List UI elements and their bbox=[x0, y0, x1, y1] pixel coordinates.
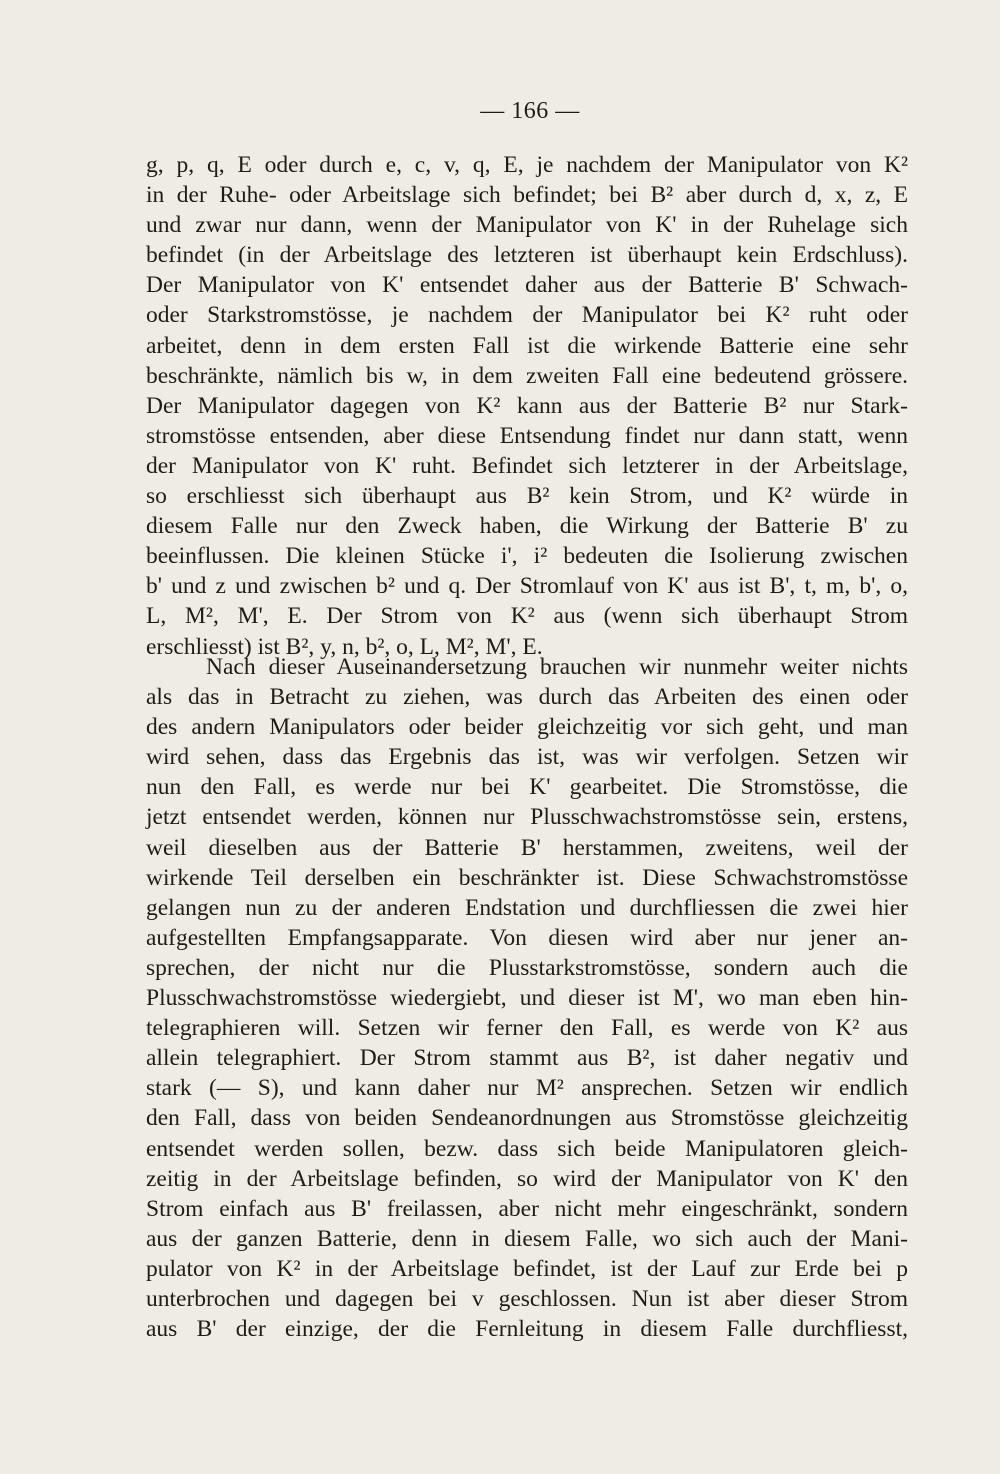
text-line: stark (— S), und kann daher nur M² ansprechen. Setzen wir endlich bbox=[146, 1075, 908, 1102]
text-line: der Manipulator von K' ruht. Befindet sich letzterer in der Arbeitslage, bbox=[146, 452, 908, 479]
text-line: aus der ganzen Batterie, denn in diesem Falle, wo sich auch der Mani- bbox=[146, 1225, 908, 1252]
text-line: aus B' der einzige, der die Fernleitung in diesem Falle durchfliesst, bbox=[146, 1316, 908, 1343]
text-line: g, p, q, E oder durch e, c, v, q, E, je nachdem der Manipulator von K² bbox=[146, 152, 908, 178]
text-line: beschränkte, nämlich bis w, in dem zweiten Fall eine bedeutend grössere. bbox=[146, 362, 908, 389]
text-line: telegraphieren will. Setzen wir ferner den Fall, es werde von K² aus bbox=[146, 1015, 908, 1042]
text-line: so erschliesst sich überhaupt aus B² kein Strom, und K² würde in bbox=[146, 483, 908, 510]
text-line: Strom einfach aus B' freilassen, aber nicht mehr eingeschränkt, sondern bbox=[146, 1195, 908, 1222]
text-line: erschliesst) ist B², y, n, b², o, L, M², M', E. bbox=[146, 633, 543, 660]
text-line: sprechen, der nicht nur die Plusstarkstromstösse, sondern auch die bbox=[146, 954, 908, 981]
text-line: zeitig in der Arbeitslage befinden, so wird der Manipulator von K' den bbox=[146, 1165, 908, 1192]
text-line: beeinflussen. Die kleinen Stücke i', i² bedeuten die Isolierung zwischen bbox=[146, 543, 908, 570]
text-line: diesem Falle nur den Zweck haben, die Wirkung der Batterie B' zu bbox=[146, 513, 908, 540]
text-line: des andern Manipulators oder beider gleichzeitig vor sich geht, und man bbox=[146, 714, 908, 741]
text-line: Der Manipulator dagegen von K² kann aus der Batterie B² nur Stark- bbox=[146, 392, 908, 419]
text-line: und zwar nur dann, wenn der Manipulator von K' in der Ruhelage sich bbox=[146, 212, 908, 239]
text-line: weil dieselben aus der Batterie B' herstammen, zweitens, weil der bbox=[146, 834, 908, 861]
text-line: stromstösse entsenden, aber diese Entsendung findet nur dann statt, wenn bbox=[146, 422, 908, 449]
text-line: Der Manipulator von K' entsendet daher aus der Batterie B' Schwach- bbox=[146, 272, 908, 299]
text-line: wird sehen, dass das Ergebnis das ist, was wir verfolgen. Setzen wir bbox=[146, 744, 908, 771]
text-line: Plusschwachstromstösse wiedergiebt, und dieser ist M', wo man eben hin- bbox=[146, 985, 908, 1012]
text-line: unterbrochen und dagegen bei v geschlossen. Nun ist aber dieser Strom bbox=[146, 1285, 908, 1312]
text-line: nun den Fall, es werde nur bei K' gearbeitet. Die Stromstösse, die bbox=[146, 774, 908, 801]
page-number: — 166 — bbox=[480, 98, 580, 124]
text-line: arbeitet, denn in dem ersten Fall ist die wirkende Batterie eine sehr bbox=[146, 332, 908, 359]
text-line: b' und z und zwischen b² und q. Der Stromlauf von K' aus ist B', t, m, b', o, bbox=[146, 573, 908, 600]
text-line: Nach dieser Auseinandersetzung brauchen wir nunmehr weiter nichts bbox=[206, 654, 908, 680]
text-line: als das in Betracht zu ziehen, was durch das Arbeiten des einen oder bbox=[146, 684, 908, 711]
text-line: L, M², M', E. Der Strom von K² aus (wenn sich überhaupt Strom bbox=[146, 603, 908, 630]
text-line: allein telegraphiert. Der Strom stammt aus B², ist daher negativ und bbox=[146, 1045, 908, 1072]
text-line: oder Starkstromstösse, je nachdem der Manipulator bei K² ruht oder bbox=[146, 302, 908, 329]
text-line: pulator von K² in der Arbeitslage befindet, ist der Lauf zur Erde bei p bbox=[146, 1255, 908, 1282]
text-line: jetzt entsendet werden, können nur Plusschwachstromstösse sein, erstens, bbox=[146, 804, 908, 831]
text-line: gelangen nun zu der anderen Endstation und durchfliessen die zwei hier bbox=[146, 894, 908, 921]
text-line: in der Ruhe- oder Arbeitslage sich befindet; bei B² aber durch d, x, z, E bbox=[146, 182, 908, 209]
paragraph-1 bbox=[146, 150, 908, 662]
text-line: den Fall, dass von beiden Sendeanordnungen aus Stromstösse gleichzeitig bbox=[146, 1105, 908, 1132]
text-line: befindet (in der Arbeitslage des letzteren ist überhaupt kein Erdschluss). bbox=[146, 242, 908, 269]
paragraph-2 bbox=[146, 652, 908, 1344]
text-line: wirkende Teil derselben ein beschränkter ist. Diese Schwachstromstösse bbox=[146, 864, 908, 891]
text-line: entsendet werden sollen, bezw. dass sich beide Manipulatoren gleich- bbox=[146, 1135, 908, 1162]
text-line: aufgestellten Empfangsapparate. Von diesen wird aber nur jener an- bbox=[146, 924, 908, 951]
